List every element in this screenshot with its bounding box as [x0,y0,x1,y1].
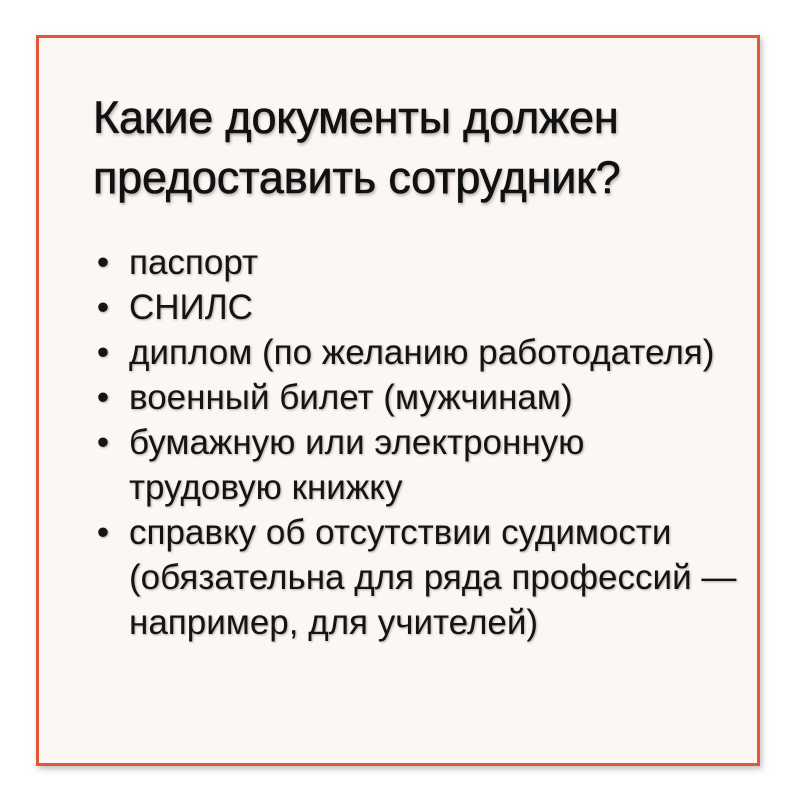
list-item [93,330,743,375]
bullet-icon: • [96,513,110,552]
bullet-icon: • [96,243,110,282]
list-item [93,240,743,285]
list-item [93,375,743,420]
slide-title: Какие документы должен предоставить сотрудник? [93,92,621,203]
list-item [93,420,743,510]
bullet-icon: • [96,288,110,327]
list-item-text: СНИЛС [129,288,253,327]
list-item [93,510,743,645]
list-item [93,285,743,330]
list-item-text: бумажную или электронную трудовую книжку [129,423,585,507]
documents-list [93,240,743,645]
list-item-text: военный билет (мужчинам) [129,378,573,417]
list-item-text: справку об отсутствии судимости (обязательна для ряда профессий — например, для учителей) [129,513,737,642]
bullet-icon: • [96,423,110,462]
slide-card [36,35,760,766]
list-item-text: диплом (по желанию работодателя) [129,333,715,372]
bullet-icon: • [96,378,110,417]
bullet-icon: • [96,333,110,372]
list-item-text: паспорт [129,243,259,282]
